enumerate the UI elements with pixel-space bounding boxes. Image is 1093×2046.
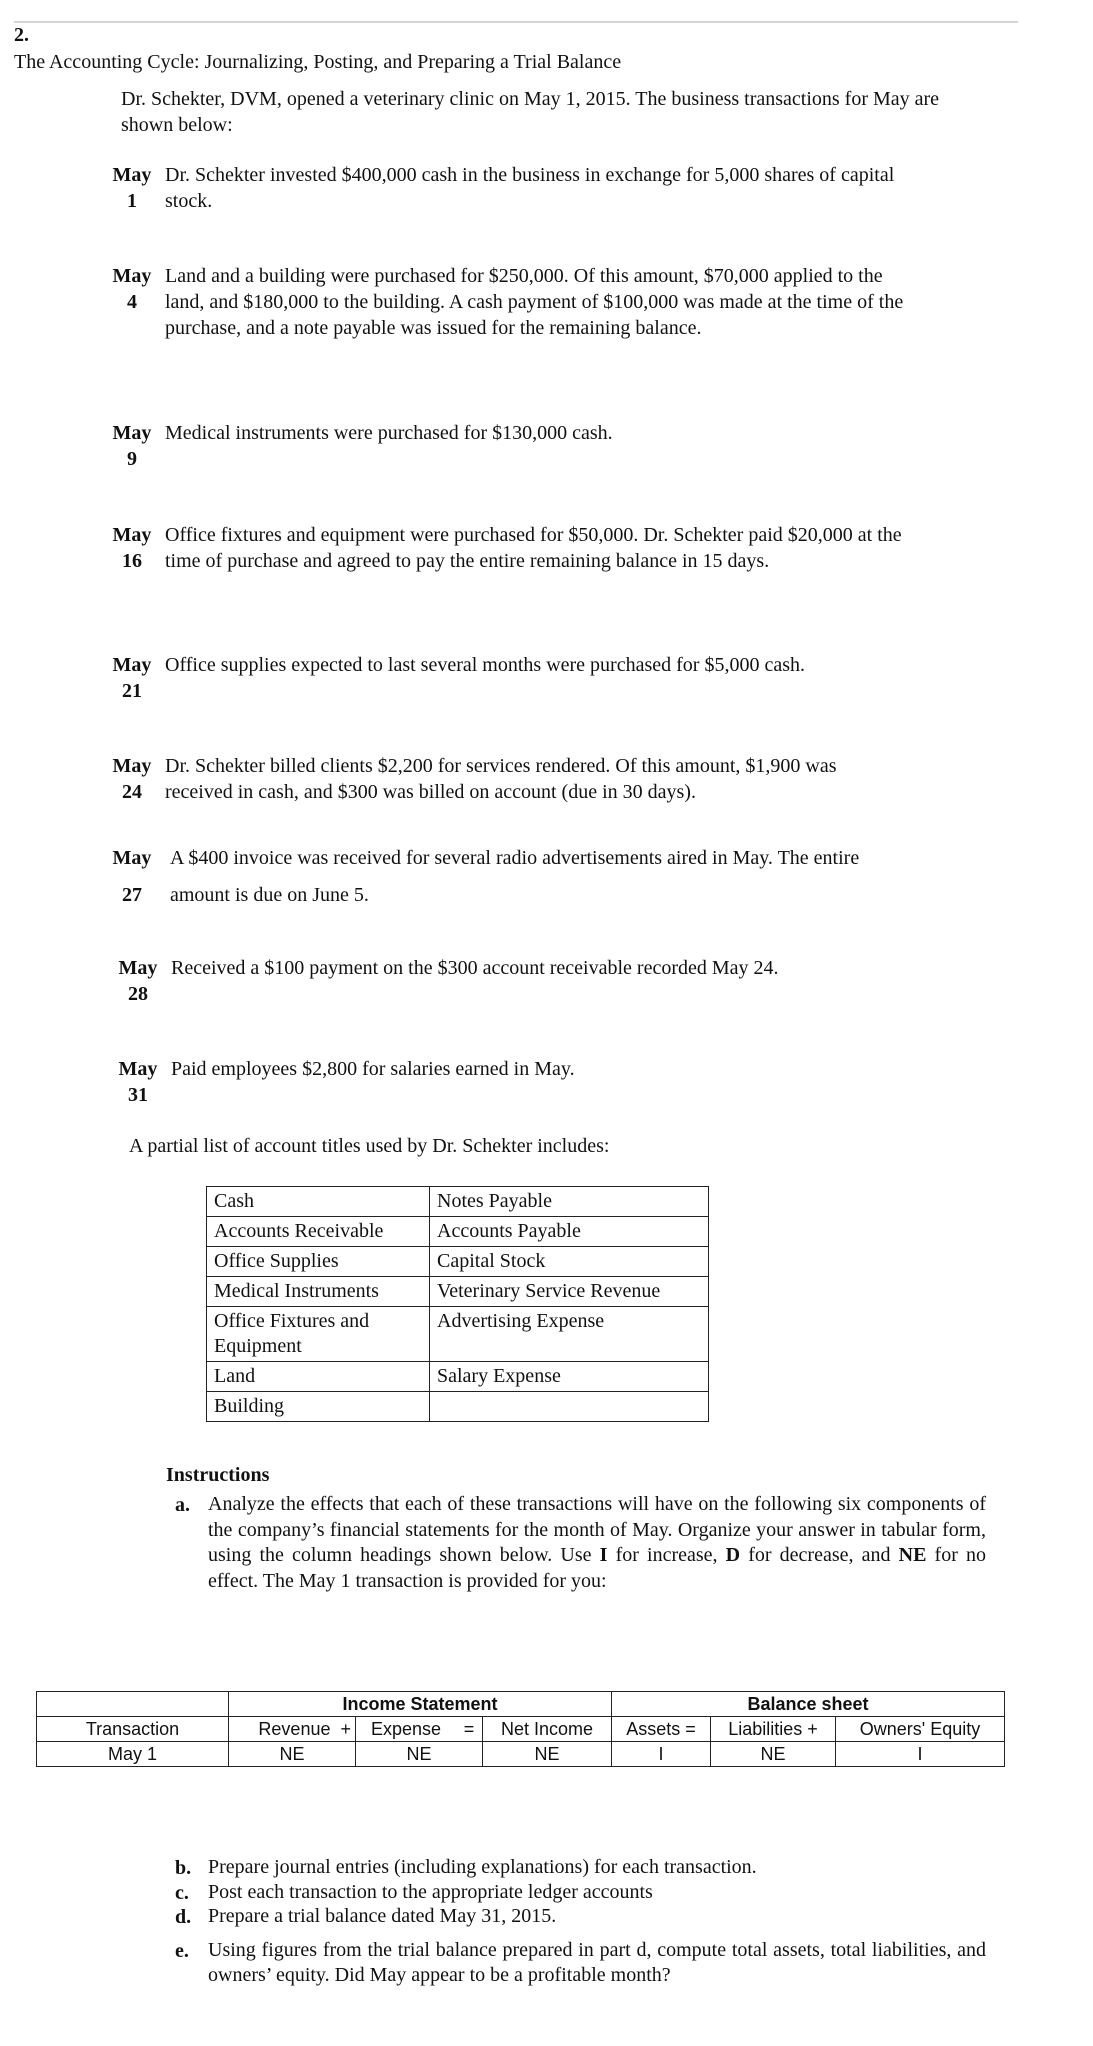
column-header: Liabilities + [711, 1717, 836, 1742]
table-cell: NE [711, 1742, 836, 1767]
top-rule [14, 21, 1018, 23]
table-row [207, 1277, 709, 1307]
part-label: c. [175, 1882, 189, 1904]
table-row [37, 1742, 1005, 1767]
table-cell: NE [483, 1742, 612, 1767]
table-row [207, 1187, 709, 1217]
table-row [207, 1307, 709, 1362]
table-cell: NE [356, 1742, 483, 1767]
account-cell: Building [207, 1392, 430, 1422]
table-header-row [37, 1717, 1005, 1742]
transaction-date: May 24 [112, 755, 152, 803]
column-header: Expense [356, 1717, 457, 1742]
account-cell: Cash [207, 1187, 430, 1217]
part-text: Post each transaction to the appropriate ledger accounts [208, 1881, 653, 1903]
instructions-heading: Instructions [166, 1464, 270, 1486]
column-header: Transaction [37, 1717, 229, 1742]
account-list-intro: A partial list of account titles used by Dr. Schekter includes: [129, 1135, 610, 1157]
transaction-date: May 1 [112, 164, 152, 212]
account-cell: Veterinary Service Revenue [430, 1277, 709, 1307]
transaction-text: Office supplies expected to last several months were purchased for $5,000 cash. [165, 654, 805, 676]
part-text: Prepare journal entries (including explanations) for each transaction. [208, 1856, 757, 1878]
account-titles-table [206, 1186, 709, 1422]
transaction-text: Paid employees $2,800 for salaries earned in May. [171, 1058, 575, 1080]
income-statement-header: Income Statement [229, 1692, 612, 1717]
account-cell: Land [207, 1362, 430, 1392]
transaction-text: Dr. Schekter invested $400,000 cash in the business in exchange for 5,000 shares of capital stock. [165, 164, 895, 212]
column-header: Revenue + [229, 1717, 356, 1742]
column-header: Owners' Equity [836, 1717, 1005, 1742]
problem-title: The Accounting Cycle: Journalizing, Posting, and Preparing a Trial Balance [14, 51, 622, 73]
table-row [207, 1362, 709, 1392]
effects-table [36, 1691, 1005, 1767]
transaction-date: May 31 [118, 1058, 158, 1106]
account-cell: Accounts Payable [430, 1217, 709, 1247]
account-cell: Capital Stock [430, 1247, 709, 1277]
account-cell: Accounts Receivable [207, 1217, 430, 1247]
transaction-date: May 9 [112, 422, 152, 470]
balance-sheet-header: Balance sheet [612, 1692, 1005, 1717]
account-cell: Medical Instruments [207, 1277, 430, 1307]
intro-paragraph: Dr. Schekter, DVM, opened a veterinary clinic on May 1, 2015. The business transactions for May are shown below: [121, 88, 940, 136]
account-cell: Office Fixtures and Equipment [207, 1307, 430, 1362]
transaction-text: Office fixtures and equipment were purchased for $50,000. Dr. Schekter paid $20,000 at the time of purchase and agreed to pay the entire remaining balance in 15 days. [165, 524, 902, 572]
transaction-date: May 21 [112, 654, 152, 702]
table-row [207, 1247, 709, 1277]
transaction-text: Land and a building were purchased for $250,000. Of this amount, $70,000 applied to the land, and $180,000 to the building. A cash payment of $100,000 was made at the time of the purchase, and a note payable was issued for the remaining balance. [165, 265, 904, 339]
account-cell: Notes Payable [430, 1187, 709, 1217]
transaction-text: A $400 invoice was received for several radio advertisements aired in May. The entire amount is due on June 5. [170, 847, 860, 906]
table-cell: I [836, 1742, 1005, 1767]
part-text: Using figures from the trial balance prepared in part d, compute total assets, total liabilities, and owners’ equity. Did May appear to be a profitable month? [208, 1939, 986, 1986]
transaction-date: May 27 [112, 847, 152, 906]
transaction-date: May 4 [112, 265, 152, 313]
column-header: Net Income [483, 1717, 612, 1742]
part-text: Analyze the effects that each of these transactions will have on the following six components of the company’s financial statements for the month of May. Organize your answer in tabular form, using the column headings shown below. Use I for increase, D for decrease, and NE for no effect. The May 1 transaction is provided for you: [208, 1493, 986, 1592]
account-cell: Salary Expense [430, 1362, 709, 1392]
account-cell: Office Supplies [207, 1247, 430, 1277]
problem-number: 2. [14, 24, 29, 46]
part-text: Prepare a trial balance dated May 31, 2015. [208, 1905, 557, 1927]
transaction-text: Received a $100 payment on the $300 account receivable recorded May 24. [171, 957, 779, 979]
table-row [207, 1392, 709, 1422]
transaction-date: May 28 [118, 957, 158, 1005]
table-cell: May 1 [37, 1742, 229, 1767]
account-cell: Advertising Expense [430, 1307, 709, 1362]
part-label: b. [175, 1857, 192, 1879]
table-header-row [37, 1692, 1005, 1717]
transaction-text: Medical instruments were purchased for $130,000 cash. [165, 422, 613, 444]
transaction-text: Dr. Schekter billed clients $2,200 for services rendered. Of this amount, $1,900 was received in cash, and $300 was billed on account (due in 30 days). [165, 755, 837, 803]
table-cell: I [612, 1742, 711, 1767]
account-cell [430, 1392, 709, 1422]
part-label: a. [175, 1494, 190, 1516]
transaction-date: May 16 [112, 524, 152, 572]
part-label: e. [175, 1940, 189, 1962]
table-cell: NE [229, 1742, 356, 1767]
column-header: = [456, 1717, 483, 1742]
table-row [207, 1217, 709, 1247]
column-header: Assets = [612, 1717, 711, 1742]
part-label: d. [175, 1906, 192, 1928]
